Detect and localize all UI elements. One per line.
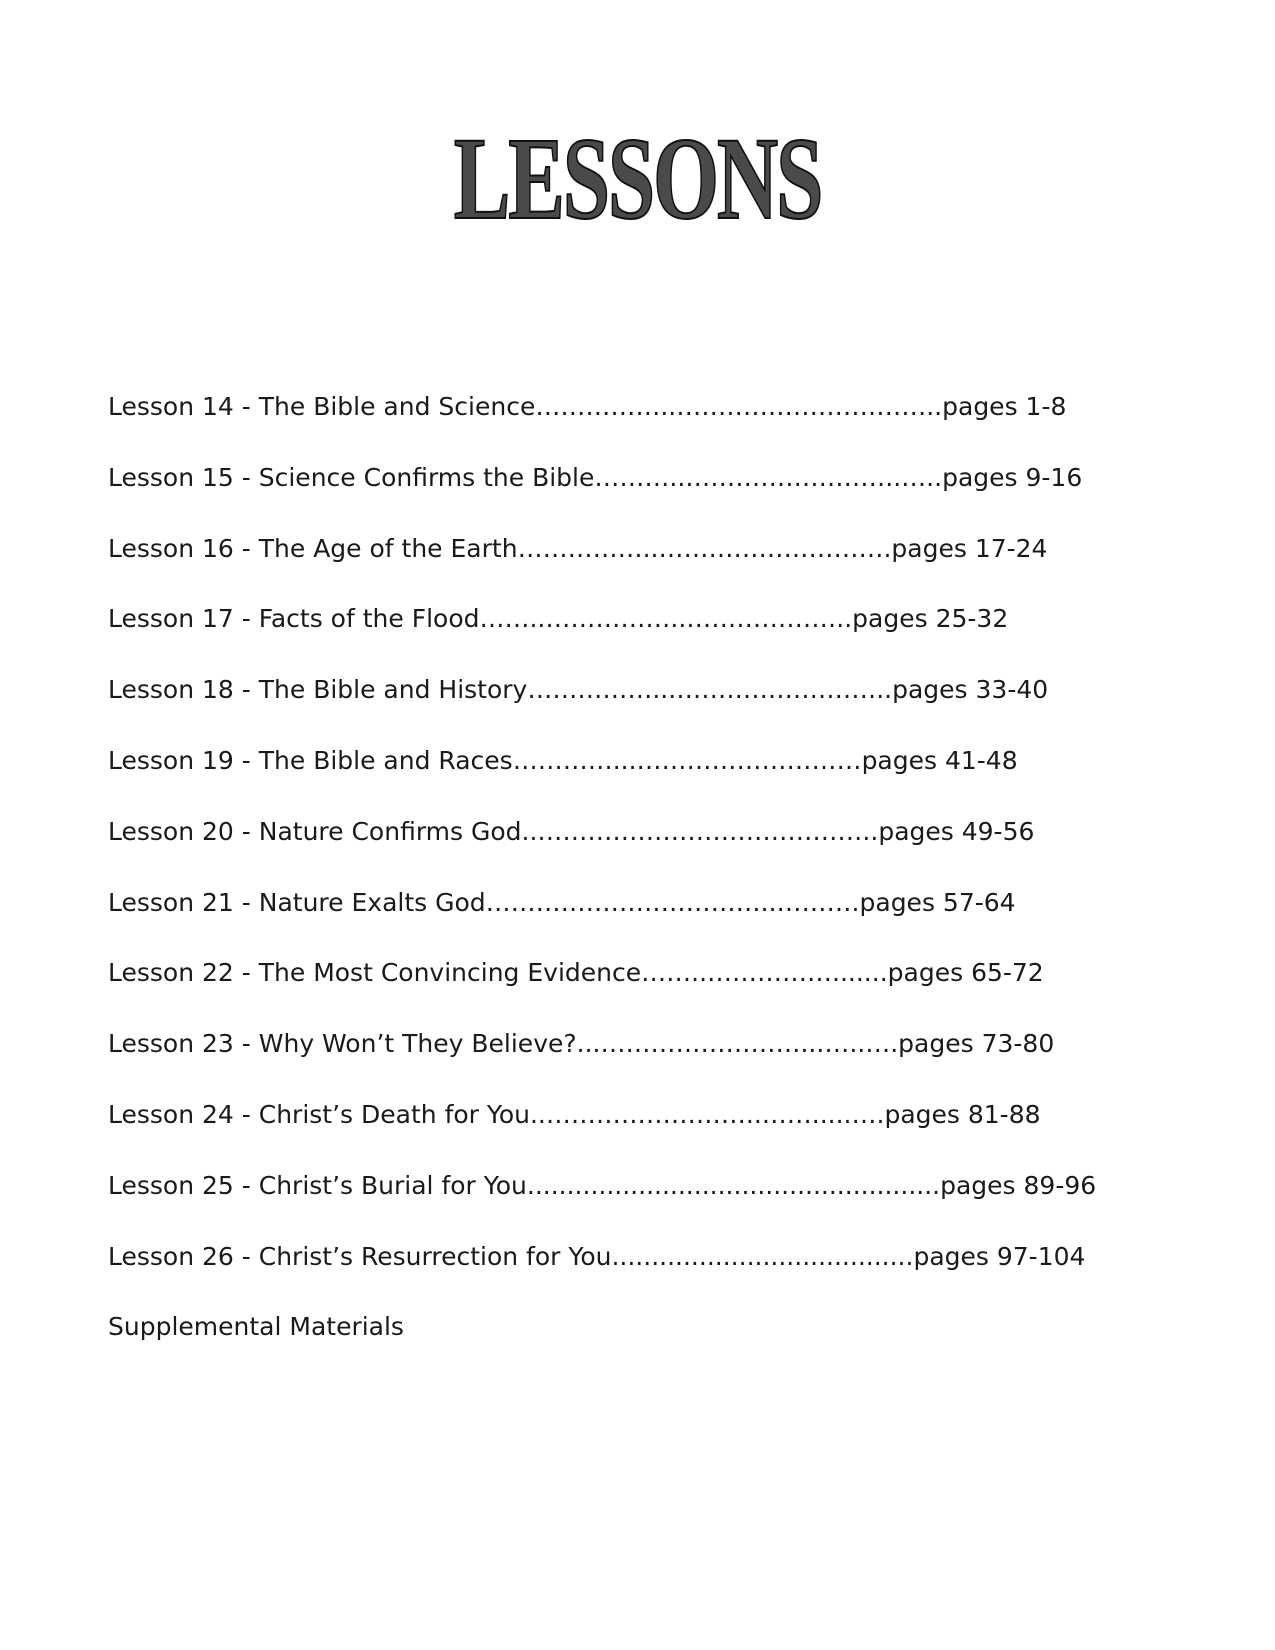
lesson-number: Lesson 15 <box>108 462 234 492</box>
lesson-topic: Christ’s Death for You <box>258 1099 530 1129</box>
lesson-topic: Why Won’t They Believe? <box>258 1029 577 1059</box>
page-range: pages 97-104 <box>913 1241 1086 1271</box>
toc-entry-supplemental <box>108 1312 1168 1383</box>
lesson-number: Lesson 21 <box>108 887 234 917</box>
toc-entry-lesson-15: Lesson 15 - Science Confirms the Bible………..……………………..…..pages 9-16 <box>108 462 1083 492</box>
lesson-topic: The Bible and History <box>258 675 528 705</box>
toc-entry-lesson-22: Lesson 22 - The Most Convincing Evidence……..…………….......pages 65-72 <box>108 958 1044 988</box>
lesson-number: Lesson 18 <box>108 675 234 705</box>
lesson-number: Lesson 24 <box>108 1099 234 1129</box>
toc-entry-lesson-20: Lesson 20 - Nature Confirms God..…………………………………..pages 49-56 <box>108 816 1035 846</box>
dot-leader: ……………………………..………. <box>485 887 860 917</box>
toc-entry-lesson-18: Lesson 18 - The Bible and History……………...……………………..pages 33-40 <box>108 675 1049 705</box>
toc-entry-lesson-23: Lesson 23 - Why Won’t They Believe?...……………………...…..….pages 73-80 <box>108 1029 1055 1059</box>
page-range: pages 49-56 <box>878 816 1035 846</box>
page-range: pages 33-40 <box>892 675 1049 705</box>
dot-leader: ……………...…………………….. <box>527 675 893 705</box>
dot-leader: ………..……………………..….. <box>594 462 943 492</box>
lesson-topic: Nature Confirms God <box>258 816 522 846</box>
lesson-topic: The Bible and Science <box>258 392 536 421</box>
table-of-contents <box>108 392 1168 1383</box>
dot-leader: ……..……………..……………….. <box>479 604 853 634</box>
toc-entry-lesson-21: Lesson 21 - Nature Exalts God……………………………..……….pages 57-64 <box>108 887 1016 917</box>
lesson-topic: Facts of the Flood <box>258 604 480 634</box>
toc-entry-lesson-14: Lesson 14 - The Bible and Science……………..…………………………..pages 1-8 <box>108 392 1067 421</box>
dot-leader: ……..……………....... <box>641 958 888 988</box>
dot-leader: ...................................... <box>611 1241 914 1271</box>
lesson-topic: The Bible and Races <box>258 745 513 775</box>
supplemental-label: Supplemental Materials <box>108 1312 404 1342</box>
toc-entry-lesson-24: Lesson 24 - Christ’s Death for You..……………………..…….....….pages 81-88 <box>108 1099 1041 1129</box>
page-title: LESSONS <box>453 113 822 244</box>
lesson-topic: Science Confirms the Bible <box>258 462 595 492</box>
dot-leader: ..……………………..…….....…. <box>529 1099 885 1129</box>
lesson-number: Lesson 16 <box>108 533 234 563</box>
lesson-number: Lesson 14 <box>108 392 234 421</box>
page-range: pages 81-88 <box>884 1099 1041 1129</box>
page-range: pages 65-72 <box>887 958 1044 988</box>
lesson-number: Lesson 25 <box>108 1170 234 1200</box>
lesson-topic: Christ’s Resurrection for You <box>258 1241 612 1271</box>
lesson-topic: Nature Exalts God <box>258 887 486 917</box>
page-range: pages 9-16 <box>942 462 1083 492</box>
dot-leader: ……………..………………………….. <box>535 392 943 421</box>
toc-entry-lesson-26: Lesson 26 - Christ’s Resurrection for You......................................pages 97-104 <box>108 1241 1086 1271</box>
page-range: pages 25-32 <box>852 604 1009 634</box>
dot-leader: ...……………………...…..…. <box>576 1029 899 1059</box>
lesson-number: Lesson 26 <box>108 1241 234 1271</box>
lesson-number: Lesson 17 <box>108 604 234 634</box>
dot-leader: .................................................... <box>526 1170 941 1200</box>
lesson-number: Lesson 23 <box>108 1029 234 1059</box>
toc-entry-lesson-25: Lesson 25 - Christ’s Burial for You....................................................pages 89-96 <box>108 1170 1097 1200</box>
lesson-number: Lesson 22 <box>108 958 234 988</box>
page-range: pages 41-48 <box>861 745 1018 775</box>
toc-entry-lesson-19: Lesson 19 - The Bible and Races…………...………………………pages 41-48 <box>108 745 1018 775</box>
page-range: pages 1-8 <box>942 392 1067 421</box>
page-range: pages 89-96 <box>940 1170 1097 1200</box>
toc-entry-lesson-16: Lesson 16 - The Age of the Earth……………..……………………….pages 17-24 <box>108 533 1048 563</box>
lesson-number: Lesson 19 <box>108 745 234 775</box>
toc-entry-lesson-17: Lesson 17 - Facts of the Flood……..……………..………………..pages 25-32 <box>108 604 1009 634</box>
lesson-topic: Christ’s Burial for You <box>258 1170 527 1200</box>
lesson-topic: The Age of the Earth <box>258 533 518 563</box>
lesson-number: Lesson 20 <box>108 816 234 846</box>
page-range: pages 73-80 <box>898 1029 1055 1059</box>
page-range: pages 17-24 <box>891 533 1048 563</box>
page-range: pages 57-64 <box>859 887 1016 917</box>
dot-leader: ..………………………………….. <box>521 816 879 846</box>
dot-leader: …………...……………………… <box>512 745 862 775</box>
lesson-topic: The Most Convincing Evidence <box>258 958 642 988</box>
dot-leader: ……………..………………………. <box>517 533 892 563</box>
